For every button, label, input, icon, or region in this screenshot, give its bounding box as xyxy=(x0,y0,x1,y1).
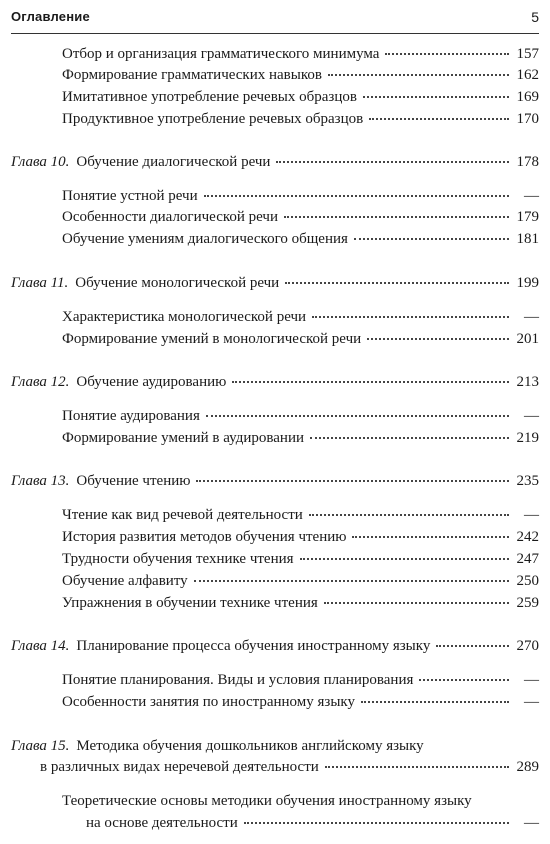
dot-leader xyxy=(328,74,509,76)
page-number: 199 xyxy=(516,275,539,291)
page-number: 259 xyxy=(516,595,539,611)
dot-leader xyxy=(324,602,509,604)
running-header xyxy=(11,0,539,34)
page-number: 178 xyxy=(516,154,539,170)
entry-title: Формирование умений в монологической речи xyxy=(62,331,362,347)
toc-entry[interactable] xyxy=(62,65,539,85)
dot-leader xyxy=(276,161,509,163)
page-number: — xyxy=(524,672,539,688)
dot-leader xyxy=(312,316,509,318)
toc-entry[interactable] xyxy=(62,329,539,349)
page-number: 157 xyxy=(516,46,539,62)
page-number: 162 xyxy=(516,67,539,83)
entry-title: Формирование грамматических навыков xyxy=(62,67,322,83)
entry-title: История развития методов обучения чтению xyxy=(62,529,347,545)
dot-leader xyxy=(284,216,509,218)
entry-title: Обучение диалогической речи xyxy=(76,154,271,170)
page-number: 235 xyxy=(516,473,539,489)
toc-chapter[interactable] xyxy=(11,372,539,392)
toc-entry-continuation xyxy=(40,757,539,777)
entry-title: Трудности обучения технике чтения xyxy=(62,551,294,567)
toc-chapter[interactable] xyxy=(11,636,539,656)
toc-entry-continuation xyxy=(86,813,539,833)
entry-title: Понятие аудирования xyxy=(62,408,200,424)
dot-leader xyxy=(354,238,509,240)
entry-title: Особенности занятия по иностранному языку xyxy=(62,694,355,710)
dot-leader xyxy=(436,645,509,647)
dot-leader xyxy=(352,536,509,538)
toc-entry[interactable] xyxy=(62,791,539,811)
entry-title: Понятие планирования. Виды и условия планирования xyxy=(62,672,414,688)
dot-leader xyxy=(309,514,509,516)
entry-title: Понятие устной речи xyxy=(62,188,198,204)
dot-leader xyxy=(419,679,509,681)
toc-entry[interactable] xyxy=(62,406,539,426)
dot-leader xyxy=(206,415,509,417)
toc-entry[interactable] xyxy=(62,428,539,448)
entry-title: Обучение чтению xyxy=(76,473,191,489)
toc-entry[interactable] xyxy=(62,692,539,712)
page-number: — xyxy=(524,188,539,204)
entry-title: Обучение монологической речи xyxy=(75,275,280,291)
entry-title: Формирование умений в аудировании xyxy=(62,430,304,446)
toc-entry[interactable] xyxy=(62,186,539,206)
toc-chapter[interactable] xyxy=(11,736,539,756)
entry-title: Особенности диалогической речи xyxy=(62,209,279,225)
header-title: Оглавление xyxy=(11,9,90,24)
page-number: 289 xyxy=(516,759,539,775)
toc-entry[interactable] xyxy=(62,307,539,327)
toc-entry[interactable] xyxy=(62,109,539,129)
header-page-number: 5 xyxy=(531,8,539,25)
toc-entry[interactable] xyxy=(62,527,539,547)
dot-leader xyxy=(385,53,509,55)
toc-entry[interactable] xyxy=(62,87,539,107)
page-number: 181 xyxy=(516,231,539,247)
page-number: — xyxy=(524,694,539,710)
entry-title: Отбор и организация грамматического минимума xyxy=(62,46,380,62)
dot-leader xyxy=(204,195,509,197)
page-number: 169 xyxy=(516,89,539,105)
entry-title: Характеристика монологической речи xyxy=(62,309,307,325)
entry-title: Методика обучения дошкольников английскому языку xyxy=(76,738,424,754)
dot-leader xyxy=(244,822,509,824)
toc-entry[interactable] xyxy=(62,207,539,227)
page-number: — xyxy=(524,815,539,831)
dot-leader xyxy=(310,437,509,439)
chapter-label: Глава 14. xyxy=(11,638,70,654)
toc-chapter[interactable] xyxy=(11,152,539,172)
toc-entry[interactable] xyxy=(62,549,539,569)
chapter-label: Глава 13. xyxy=(11,473,70,489)
dot-leader xyxy=(300,558,509,560)
page-number: 170 xyxy=(516,111,539,127)
chapter-label: Глава 11. xyxy=(11,275,69,291)
page-number: — xyxy=(524,309,539,325)
entry-title-continuation: на основе деятельности xyxy=(86,815,238,831)
entry-title: Планирование процесса обучения иностранному языку xyxy=(76,638,431,654)
page-number: 179 xyxy=(516,209,539,225)
chapter-label: Глава 10. xyxy=(11,154,70,170)
dot-leader xyxy=(369,118,509,120)
entry-title: Обучение умениям диалогического общения xyxy=(62,231,348,247)
entry-title: Теоретические основы методики обучения иностранному языку xyxy=(62,793,472,809)
page-number: — xyxy=(524,408,539,424)
dot-leader xyxy=(232,381,509,383)
chapter-label: Глава 15. xyxy=(11,738,70,754)
entry-title-continuation: в различных видах неречевой деятельности xyxy=(40,759,319,775)
toc-entry[interactable] xyxy=(62,44,539,64)
toc-entry[interactable] xyxy=(62,505,539,525)
page-number: 247 xyxy=(516,551,539,567)
toc-entry[interactable] xyxy=(62,670,539,690)
chapter-label: Глава 12. xyxy=(11,374,70,390)
toc-entry[interactable] xyxy=(62,229,539,249)
dot-leader xyxy=(363,96,509,98)
dot-leader xyxy=(196,480,509,482)
toc-chapter[interactable] xyxy=(11,273,539,293)
toc-entry[interactable] xyxy=(62,593,539,613)
page-number: 250 xyxy=(516,573,539,589)
page-number: 201 xyxy=(516,331,539,347)
entry-title: Имитативное употребление речевых образцов xyxy=(62,89,357,105)
entry-title: Продуктивное употребление речевых образцов xyxy=(62,111,364,127)
entry-title: Обучение аудированию xyxy=(76,374,227,390)
page-number: 242 xyxy=(516,529,539,545)
entry-title: Обучение алфавиту xyxy=(62,573,188,589)
entry-title: Упражнения в обучении технике чтения xyxy=(62,595,318,611)
page-number: 213 xyxy=(516,374,539,390)
toc-chapter[interactable] xyxy=(11,471,539,491)
toc-entry[interactable] xyxy=(62,571,539,591)
page-number: 270 xyxy=(516,638,539,654)
dot-leader xyxy=(361,701,509,703)
dot-leader xyxy=(325,766,509,768)
dot-leader xyxy=(367,338,509,340)
entry-title: Чтение как вид речевой деятельности xyxy=(62,507,303,523)
dot-leader xyxy=(285,282,509,284)
page-number: — xyxy=(524,507,539,523)
page-number: 219 xyxy=(516,430,539,446)
dot-leader xyxy=(194,580,509,582)
